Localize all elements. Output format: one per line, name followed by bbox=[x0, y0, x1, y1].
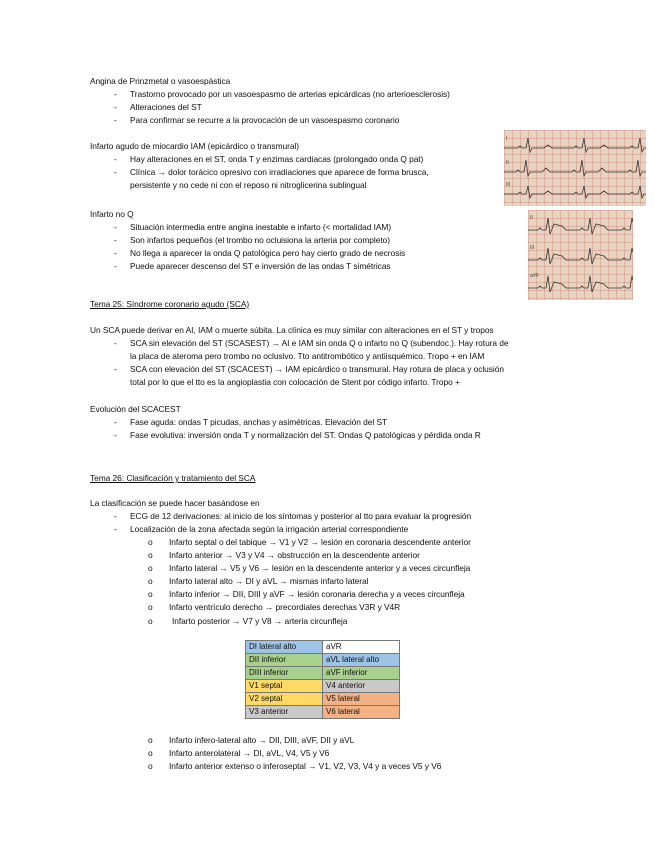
sub-list-item: Infarto infero-lateral alto → DII, DIII, aVF, DII y aVL bbox=[169, 735, 355, 745]
bullet-circle: o bbox=[148, 602, 153, 612]
sub-list-item: Infarto anterior → V3 y V4 → obstrucción en la descendente anterior bbox=[169, 550, 420, 560]
bullet-circle: o bbox=[148, 735, 153, 745]
angina-title: Angina de Prinzmetal o vasoespástica bbox=[90, 76, 231, 86]
table-row bbox=[246, 641, 400, 654]
list-item: Son infartos pequeños (el trombo no ocluisiona la arteria por completo) bbox=[130, 235, 390, 245]
tema26-heading: Tema 26: Clasificación y tratamiento del SCA bbox=[90, 473, 256, 483]
ecg-lead-label: II bbox=[530, 215, 533, 221]
ecg-lead-label: I bbox=[506, 136, 508, 142]
sub-list-item: Infarto lateral alto → DI y aVL → mismas infarto lateral bbox=[169, 576, 369, 586]
table-cell: DI lateral alto bbox=[246, 641, 323, 654]
list-item: Fase evolutiva: inversión onda T y normalización del ST. Ondas Q patológicas y pérdida onda R bbox=[130, 430, 481, 440]
list-item: Fase aguda: ondas T picudas, anchas y asimétricas. Elevación del ST bbox=[130, 417, 388, 427]
lead-location-table bbox=[245, 640, 400, 719]
ecg-trace-top bbox=[504, 130, 646, 206]
bullet-dash: - bbox=[114, 261, 117, 271]
bullet-circle: o bbox=[148, 748, 153, 758]
list-item: Clínica → dolor torácico opresivo con irradiaciones que aparece de forma brusca, bbox=[130, 167, 429, 177]
table-cell: V5 lateral bbox=[323, 693, 400, 706]
table-cell: aVR bbox=[323, 641, 400, 654]
bullet-dash: - bbox=[114, 417, 117, 427]
sub-list-item: Infarto anterior extenso o inferoseptal → V1, V2, V3, V4 y a veces V5 y V6 bbox=[169, 761, 442, 771]
table-row bbox=[246, 654, 400, 667]
bullet-circle: o bbox=[148, 616, 153, 626]
bullet-dash: - bbox=[114, 115, 117, 125]
table-row bbox=[246, 680, 400, 693]
tema25-intro: Un SCA puede derivar en AI, IAM o muerte súbita. La clínica es muy similar con alteraciones en el ST y tropos bbox=[90, 325, 494, 335]
table-cell: DIII inferior bbox=[246, 667, 323, 680]
table-cell: V1 septal bbox=[246, 680, 323, 693]
table-row bbox=[246, 693, 400, 706]
table-cell: aVL lateral alto bbox=[323, 654, 400, 667]
tema25-heading: Tema 25: Síndrome coronario agudo (SCA) bbox=[90, 299, 250, 309]
list-item: Situación intermedia entre angina inestable e infarto (< mortalidad IAM) bbox=[130, 222, 392, 232]
list-item: Trastorno provocado por un vasoespasmo de arterias epicárdicas (no arterioesclerosis) bbox=[130, 89, 450, 99]
bullet-circle: o bbox=[148, 576, 153, 586]
bullet-circle: o bbox=[148, 761, 153, 771]
list-item-continuation: total por lo que el tto es la angioplastia con colocación de Stent por código infarto. Tropo + bbox=[130, 377, 460, 387]
bullet-dash: - bbox=[114, 511, 117, 521]
bullet-circle: o bbox=[148, 537, 153, 547]
sub-list-item: Infarto lateral → V5 y V6 → lesión en la descendente anterior y a veces circunfleja bbox=[169, 563, 471, 573]
list-item: No llega a aparecer la onda Q patológica pero hay cierto grado de necrosis bbox=[130, 248, 406, 258]
sub-list-item: Infarto posterior → V7 y V8 → arteria circunfleja bbox=[172, 616, 348, 626]
bullet-dash: - bbox=[114, 338, 117, 348]
bullet-dash: - bbox=[114, 248, 117, 258]
ecg-trace-bottom bbox=[528, 210, 633, 300]
tema26-intro: La clasificación se puede hacer basándose en bbox=[90, 498, 260, 508]
ecg-lead-label: aVF bbox=[530, 273, 540, 279]
list-item: Localización de la zona afectada según la irrigación arterial correspondiente bbox=[130, 524, 409, 534]
ecg-image-top bbox=[504, 130, 646, 206]
bullet-dash: - bbox=[114, 222, 117, 232]
bullet-dash: - bbox=[114, 89, 117, 99]
ecg-lead-label: II bbox=[506, 160, 509, 166]
bullet-dash: - bbox=[114, 430, 117, 440]
sub-list-item: Infarto ventrículo derecho → precordiales derechas V3R y V4R bbox=[169, 602, 401, 612]
bullet-dash: - bbox=[114, 235, 117, 245]
ecg-lead-label: III bbox=[530, 245, 535, 251]
table-cell: V3 anterior bbox=[246, 706, 323, 719]
table-cell: DII inferior bbox=[246, 654, 323, 667]
bullet-dash: - bbox=[114, 154, 117, 164]
list-item: Puede aparecer descenso del ST e inversión de las ondas T simétricas bbox=[130, 261, 391, 271]
table-cell: aVF inferior bbox=[323, 667, 400, 680]
list-item-continuation: la placa de ateroma pero trombo no oclusivo. Tto antitrombótico y antiisquémico. Tropo + en IAM bbox=[130, 351, 485, 361]
table-row bbox=[246, 667, 400, 680]
table-cell: V6 lateral bbox=[323, 706, 400, 719]
ecg-lead-label: III bbox=[506, 182, 511, 188]
bullet-dash: - bbox=[114, 102, 117, 112]
list-item-continuation: persistente y no cede ni con el reposo ni nitroglicerina sublingual bbox=[130, 180, 367, 190]
table-cell: V2 septal bbox=[246, 693, 323, 706]
iam-title: Infarto agudo de miocardio IAM (epicárdico o transmural) bbox=[90, 141, 300, 151]
bullet-circle: o bbox=[148, 563, 153, 573]
bullet-dash: - bbox=[114, 167, 117, 177]
ecg-image-bottom bbox=[528, 210, 633, 300]
table-cell: V4 anterior bbox=[323, 680, 400, 693]
list-item: Alteraciones del ST bbox=[130, 102, 202, 112]
bullet-dash: - bbox=[114, 524, 117, 534]
sub-list-item: Infarto inferior → DII, DIII y aVF → lesión coronaria derecha y a veces circunfleja bbox=[169, 589, 465, 599]
bullet-circle: o bbox=[148, 550, 153, 560]
list-item: Hay alteraciones en el ST, onda T y enzimas cardiacas (prolongado onda Q pat) bbox=[130, 154, 424, 164]
sub-list-item: Infarto anterolateral → DI, aVL, V4, V5 y V6 bbox=[169, 748, 330, 758]
table-row bbox=[246, 706, 400, 719]
list-item: Para confirmar se recurre a la provocación de un vasoespasmo coronario bbox=[130, 115, 400, 125]
list-item: SCA sin elevación del ST (SCASEST) → AI e IAM sin onda Q o infarto no Q (subendoc.). Hay rotura de bbox=[130, 338, 509, 348]
evolucion-title: Evolución del SCACEST bbox=[90, 404, 181, 414]
sub-list-item: Infarto septal o del tabique → V1 y V2 → lesión en coronaria descendente anterior bbox=[169, 537, 471, 547]
bullet-circle: o bbox=[148, 589, 153, 599]
bullet-dash: - bbox=[114, 364, 117, 374]
list-item: ECG de 12 derivaciones: al inicio de los síntomas y posterior al tto para evaluar la progresión bbox=[130, 511, 472, 521]
list-item: SCA con elevación del ST (SCACEST) → IAM epicárdico o transmural. Hay rotura de placa y oclusión bbox=[130, 364, 504, 374]
noq-title: Infarto no Q bbox=[90, 209, 134, 219]
